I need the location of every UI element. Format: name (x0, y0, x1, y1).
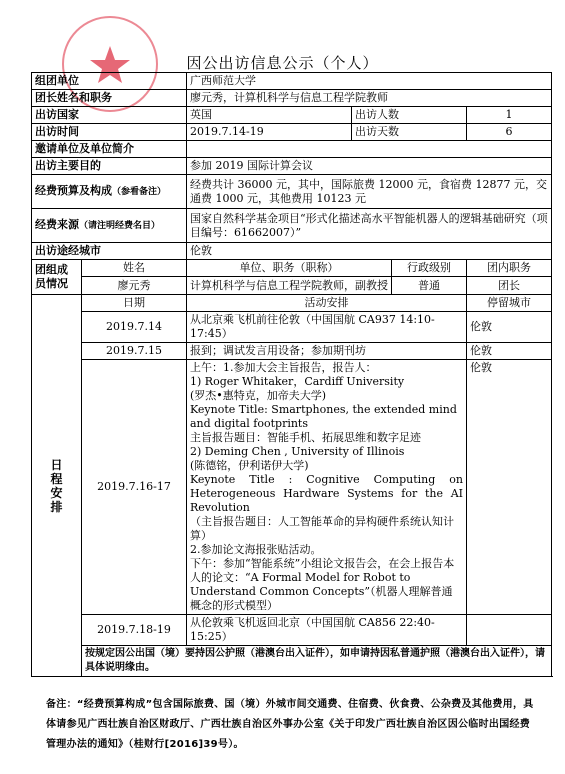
activity-line: 2) Deming Chen , University of Illinois (190, 445, 405, 458)
schedule-city: 伦敦 (467, 312, 552, 343)
country-value: 英国 (187, 107, 352, 124)
schedule-activity: 从北京乘飞机前往伦敦（中国国航 CA937 14:10-17:45） (187, 312, 467, 343)
schedule-city (467, 615, 552, 646)
passport-note: 按规定因公出国（境）要持因公护照（港澳台出入证件），如申请持因私普通护照（港澳台出入证件），请具体说明缘由。 (82, 646, 552, 677)
schedule-activity: 报到；调试发言用设备；参加期刊坊 (187, 343, 467, 360)
schedule-header-city: 停留城市 (467, 295, 552, 312)
schedule-activity: 从伦敦乘飞机返回北京（中国国航 CA856 22:40-15:25） (187, 615, 467, 646)
member-name: 廖元秀 (82, 277, 187, 295)
invite-value (187, 141, 552, 158)
activity-line: 主旨报告题目：智能手机、拓展思维和数字足迹 (190, 431, 421, 444)
fund-label: 经费来源（请注明经费名目） (32, 209, 187, 243)
activity-line: Keynote Title: Smartphones, the extended mind and digital footprints (190, 403, 457, 430)
schedule-date: 2019.7.14 (82, 312, 187, 343)
days-label: 出访天数 (352, 124, 467, 141)
people-label: 出访人数 (352, 107, 467, 124)
schedule-date: 2019.7.18-19 (82, 615, 187, 646)
days-value: 6 (467, 124, 552, 141)
activity-line: 1) Roger Whitaker，Cardiff University (190, 375, 405, 388)
route-value: 伦敦 (187, 243, 552, 260)
members-header-level: 行政级别 (392, 260, 467, 277)
people-value: 1 (467, 107, 552, 124)
activity-line: 下午：参加“智能系统”小组论文报告会，在会上报告本人的论文：“A Formal Model for Robot to Understand Common Concepts”（机器人理解普通概念的形式模型） (190, 557, 455, 612)
schedule-date: 2019.7.16-17 (82, 360, 187, 615)
leader-label: 团长姓名和职务 (32, 90, 187, 107)
member-unit: 计算机科学与信息工程学院教师，副教授 (187, 277, 392, 295)
schedule-header-date: 日期 (82, 295, 187, 312)
activity-line: (陈德铭，伊利诺伊大学) (190, 459, 309, 472)
members-header-role: 团内职务 (467, 260, 552, 277)
members-label: 团组成员情况 (32, 260, 82, 295)
schedule-activity-detail (187, 360, 467, 615)
info-table (31, 72, 552, 677)
schedule-header-activity: 活动安排 (187, 295, 467, 312)
country-label: 出访国家 (32, 107, 187, 124)
purpose-label: 出访主要目的 (32, 158, 187, 175)
fund-value: 国家自然科学基金项目“形式化描述高水平智能机器人的逻辑基础研究（项目编号：61662007）” (187, 209, 552, 243)
member-role: 团长 (467, 277, 552, 295)
members-header-name: 姓名 (82, 260, 187, 277)
activity-line: （主旨报告题目：人工智能革命的异构硬件系统认知计算） (190, 515, 454, 542)
schedule-city: 伦敦 (467, 360, 552, 615)
time-label: 出访时间 (32, 124, 187, 141)
activity-line: 2.参加论文海报张贴活动。 (190, 543, 322, 556)
footnote: 备注：“经费预算构成”包含国际旅费、国（境）外城市间交通费、住宿费、伙食费、公杂费及其他费用，具体请参见广西壮族自治区财政厅、广西壮族自治区外事办公室《关于印发广西壮族自治区因公临时出国经费管理办法的通知》（桂财行[2016]39号）。 (46, 699, 534, 750)
members-header-unit: 单位、职务（职称） (187, 260, 392, 277)
member-level: 普通 (392, 277, 467, 295)
budget-value: 经费共计 36000 元，其中，国际旅费 12000 元，食宿费 12877 元，交通费 1000 元，其他费用 10123 元 (187, 175, 552, 209)
org-value: 广西师范大学 (187, 73, 552, 90)
schedule-date: 2019.7.15 (82, 343, 187, 360)
invite-label: 邀请单位及单位简介 (32, 141, 187, 158)
activity-line: Keynote Title : Cognitive Computing on Heterogeneous Hardware Systems for the AI Revolution (190, 473, 463, 514)
schedule-city: 伦敦 (467, 343, 552, 360)
leader-value: 廖元秀，计算机科学与信息工程学院教师 (187, 90, 552, 107)
purpose-value: 参加 2019 国际计算会议 (187, 158, 552, 175)
route-label: 出访途经城市 (32, 243, 187, 260)
schedule-label: 日 程 安 排 (32, 295, 82, 677)
budget-label: 经费预算及构成（参看备注） (32, 175, 187, 209)
time-value: 2019.7.14-19 (187, 124, 352, 141)
activity-line: (罗杰•惠特克，加帝夫大学) (190, 389, 327, 402)
org-label: 组团单位 (32, 73, 187, 90)
activity-line: 上午：1.参加大会主旨报告，报告人： (190, 361, 377, 374)
page-title: 因公出访信息公示（个人） (186, 54, 379, 72)
